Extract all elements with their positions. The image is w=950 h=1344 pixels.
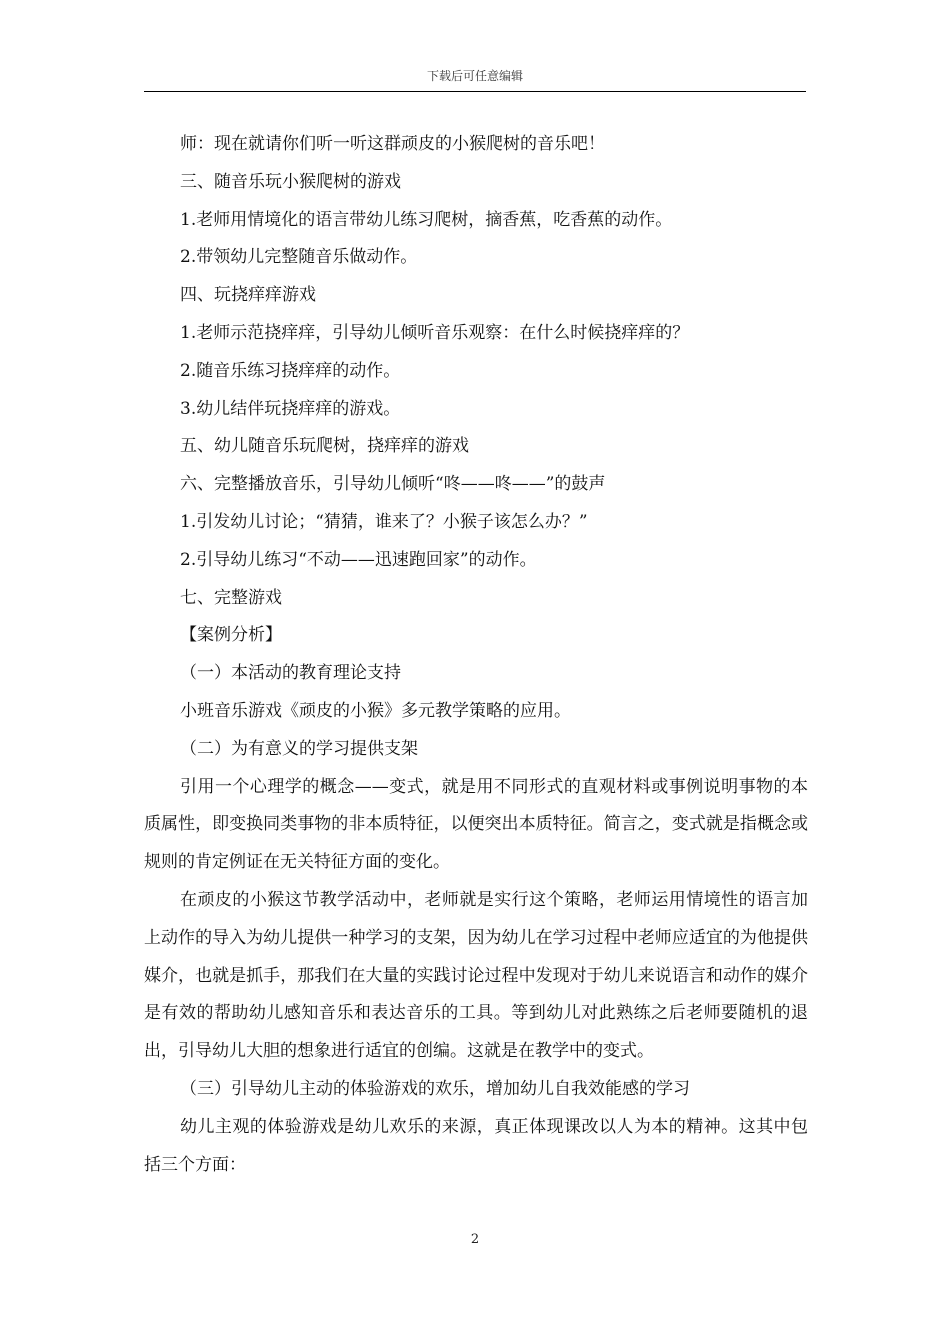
- body-line: 1.引发幼儿讨论；“猜猜，谁来了？小猴子该怎么办？”: [180, 511, 588, 532]
- section-heading: 六、完整播放音乐，引导幼儿倾听“咚——咚——”的鼓声: [180, 474, 606, 495]
- subsection-heading: （一）本活动的教育理论支持: [180, 663, 401, 684]
- section-heading: 五、幼儿随音乐玩爬树，挠痒痒的游戏: [180, 436, 469, 457]
- body-line: 1.老师用情境化的语言带幼儿练习爬树，摘香蕉，吃香蕉的动作。: [180, 209, 673, 230]
- subsection-heading: （二）为有意义的学习提供支架: [180, 738, 418, 759]
- body-line: 2.带领幼儿完整随音乐做动作。: [180, 247, 418, 268]
- section-heading: 三、随音乐玩小猴爬树的游戏: [180, 171, 401, 192]
- section-heading: 七、完整游戏: [180, 587, 282, 608]
- body-line: 2.随音乐练习挠痒痒的动作。: [180, 360, 401, 381]
- paragraph-scaffold: 在顽皮的小猴这节教学活动中，老师就是实行这个策略，老师运用情境性的语言加上动作的导入为幼儿提供一种学习的支架，因为幼儿在学习过程中老师应适宜的为他提供媒介，也就是抓手，那我们在大量的实践讨论过程中发现对于幼儿来说语言和动作的媒介是有效的帮助幼儿感知音乐和表达音乐的工具。等到幼儿对此熟练之后老师要随机的退出，引导幼儿大胆的想象进行适宜的创编。这就是在教学中的变式。: [144, 889, 808, 1062]
- body-line: 师：现在就请你们听一听这群顽皮的小猴爬树的音乐吧！: [180, 134, 605, 154]
- page-header: 下载后可任意编辑: [426, 69, 523, 83]
- body-line: 小班音乐游戏《顽皮的小猴》多元教学策略的应用。: [180, 700, 571, 721]
- case-analysis-heading: 【案例分析】: [180, 625, 282, 646]
- paragraph-variation: 引用一个心理学的概念——变式，就是用不同形式的直观材料或事例说明事物的本质属性，即变换同类事物的非本质特征，以便突出本质特征。简言之，变式就是指概念或规则的肯定例证在无关特征方面的变化。: [144, 776, 808, 873]
- body-line: 1.老师示范挠痒痒，引导幼儿倾听音乐观察：在什么时候挠痒痒的？: [180, 322, 690, 343]
- subsection-heading: （三）引导幼儿主动的体验游戏的欢乐，增加幼儿自我效能感的学习: [180, 1078, 690, 1099]
- document-body: [144, 126, 808, 1184]
- body-line: 3.幼儿结伴玩挠痒痒的游戏。: [180, 398, 401, 419]
- header-rule: [144, 91, 806, 92]
- page-number: 2: [470, 1232, 480, 1247]
- body-line: 2.引导幼儿练习“不动——迅速跑回家”的动作。: [180, 549, 537, 570]
- section-heading: 四、玩挠痒痒游戏: [180, 285, 316, 306]
- paragraph-experience: 幼儿主观的体验游戏是幼儿欢乐的来源，真正体现课改以人为本的精神。这其中包括三个方面：: [144, 1116, 808, 1175]
